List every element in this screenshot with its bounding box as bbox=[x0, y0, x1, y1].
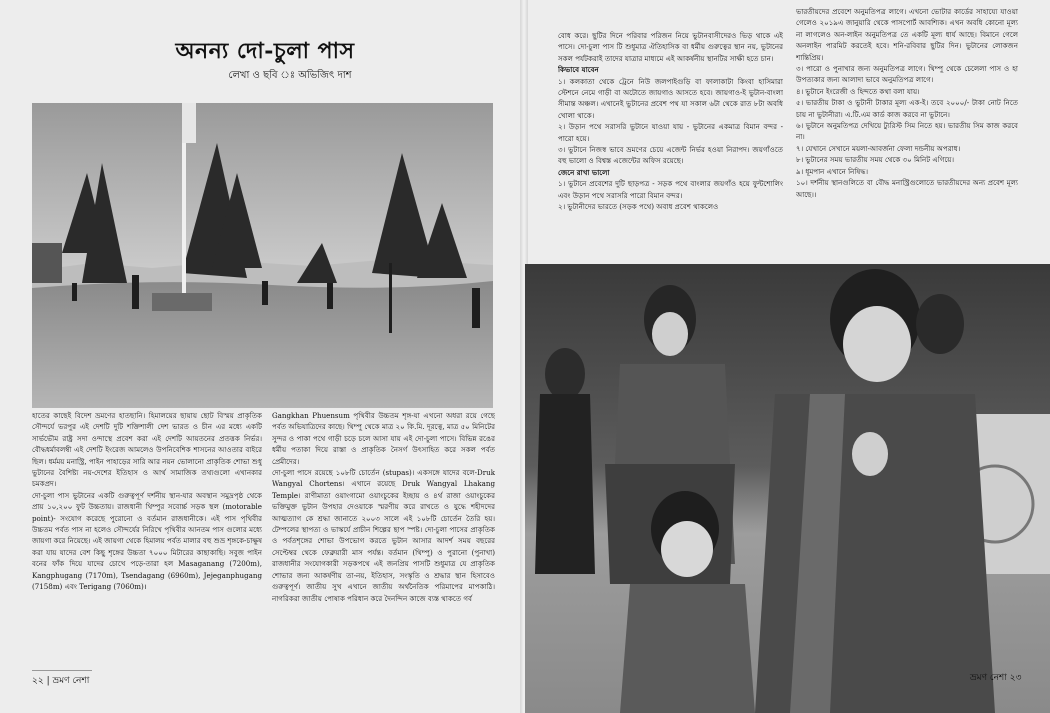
list-item: ৫। ভারতীয় টাকা ও ভুটানী টাকার মূল্য এক-ই। তবে ২০০০/- টাকা নোট নিতে চায় না ভুটানীরা। এ.টি.এম কার্ড কাজ করবে না ভুটানে। bbox=[796, 98, 1018, 119]
list-item: ৯। ধূমপান এখানে নিষিদ্ধ। bbox=[796, 166, 869, 176]
section-heading-how-to-go: কিভাবে যাবেন bbox=[558, 65, 599, 75]
column-1 bbox=[32, 410, 262, 662]
column-3 bbox=[558, 30, 783, 256]
paragraph: বোধ করে। ছুটির দিনে পরিবার পরিজন নিয়ে ভুটানবাসীদেরও ভিড় থাকে এই পাসে। দো-চুলা পাস টি শুধুমাত্র ঐতিহাসিক বা ধর্মীয় গুরুত্বের স্থান নয়, ভুটানের সকল পর্যটকরাই তাদের যাত্রার মাধ্যমে এই আকর্ষনীয় স্থানটির সাক্ষী হতে চান। bbox=[558, 31, 783, 63]
column-2 bbox=[272, 410, 495, 662]
list-item: ৬। ভুটানে অনুমতিপত্র দেখিয়ে ট্যুরিস্ট সিম নিতে হয়। ভারতীয় সিম কাজ করবে না। bbox=[796, 121, 1018, 142]
list-item: ২। ভুটানীদের ভারতে (সড়ক পথে) অবাধ প্রবেশ থাকলেও bbox=[558, 202, 719, 212]
paragraph: Gangkhan Phuensum পৃথিবীর উচ্চতম শৃঙ্গ-যা এখনো অধরা রয়ে গেছে পর্বত অভিযাত্রিদের কাছে। থিম্পু থেকে মাত্র ২০ কি.মি. দূরত্বে, মাত্র ৫০ মিনিটের সুন্দর ও পাকা পথে গাড়ী চড়ে চলে আসা যায় এই দো-চুলা পাসে। বিভিন্ন রঙের ধর্মীয় পতাকা দিয়ে রাস্তা ও প্রাকৃতিক নৈসর্গ উৎসাহিত করে সকল পর্বত প্রেমীদের। bbox=[272, 411, 495, 466]
list-item: ৩। পারো ও পুনাখার জন্য অনুমতিপত্র লাগে। থিম্পু থেকে চেলেলা পাস ও হা উপত্যকার জন্য আলাদা ভাবে অনুমতিপত্র লাগে। bbox=[796, 64, 1018, 85]
column-4 bbox=[796, 6, 1018, 254]
paragraph: ভারতীয়দের প্রবেশে অনুমতিপত্র লাগে। এখনো ভোটার কার্ডের সাহায্যে যাওয়া গেলেও ২০১৯এ জানুয়ারি থেকে পাসপোর্ট আবশ্যিক। এখন অবধি কোনো মূল্য না লাগলেও অন-লাইন অনুমতিপত্র তে একটি মূল্য ধার্য আছে। বিমানে গেলে অনলাইন পারমিট করতেই হবে। শনি-রবিবার ছুটির দিন। ভুটানের লোকজন শান্তিপ্রিয়। bbox=[796, 7, 1018, 62]
folio-left: ২২ | ভ্রমণ নেশা bbox=[32, 670, 92, 688]
list-item: ১। কলকাতা থেকে ট্রেনে নিউ জলপাইগুড়ি বা ফালাকাটা কিংবা হাসিমারা স্টেশনে নেমে গাড়ী বা অটোতে জায়গাও আসতে হবে। জায়গাও-ই ভুটান-বাংলা সীমান্ত অঞ্চল। এখানেই ভুটানের প্রবেশ পথ যা সকাল ৬টা থেকে রাত ৮টা অবধি খোলা থাকে। bbox=[558, 76, 783, 120]
people-photo bbox=[525, 264, 1050, 713]
article-byline: লেখা ও ছবি ঃ অভিজিৎ দাশ bbox=[228, 70, 352, 81]
list-item: ৪। ভুটানে ইংরেজী ও হিন্দতে কথা বলা যায়। bbox=[796, 86, 920, 96]
list-item: ২। উড়ান পথে সরাসরি ভুটানে যাওয়া যায় - ভুটানের একমাত্র বিমান বন্দর - পারো হয়ে। bbox=[558, 122, 783, 143]
landscape-photo bbox=[32, 103, 493, 408]
list-item: ৩। ভুটানে নিজস্ব ভাবে ভ্রমণের চেয়ে এজেন্ট নির্ভর হওয়া নিরাপদ। জয়গাঁওতে বহু ভালো ও বিশ্বস্ত এজেন্টের অফিস রয়েছে। bbox=[558, 145, 783, 166]
list-item: ৮। ভুটানের সময় ভারতীয় সময় থেকে ৩০ মিনিট এগিয়ে। bbox=[796, 155, 955, 165]
list-item: ৭। যেখানে সেখানে ময়লা-আবর্জনা ফেলা দন্ডনীয় অপরাধ। bbox=[796, 143, 961, 153]
folio-right: ভ্রমণ নেশা ২৩ bbox=[970, 673, 1022, 683]
article-title: অনন্য দো-চুলা পাস bbox=[175, 38, 355, 64]
paragraph: দো-চুলা পাস ভুটানের একটি গুরুত্বপূর্ণ দর্শনীয় স্থান-যার অবস্থান সমুদ্রপৃষ্ঠ থেকে প্রায় ১০,২০০ ফুট উচ্চতায়। রাজধানী থিম্পুর সবোর্চ্চ সড়ক স্থল (motorable point)- সংযোগ করেছে পুরোনো ও বর্তমান রাজধানীকে। এই পাস পৃথিবীর উচ্চতম পর্বত পাস না হলেও সৌন্দর্যের নিরিখে পৃথিবীর আনতম পাস গুলোর মধ্যে জায়গা করে নিয়েছে। এই জায়গা থেকে হিমালয় পর্বত মালার বহু শুভ্র শৃঙ্গকে-চাক্ষুষ করা যায় যাদের বেশ কিছু শৃঙ্গের উচ্চতা ৭০০০ মিটারের কাছাকাছি। সবুজ পাইন বনের ফাঁক দিয়ে যাদের চোখে পড়ে-তারা হল Masaganang (7200m), Kangphugang (7170m), Tsendagang (6960m), Jejeganphugang (7158m) এবং Terigang (7060m)। bbox=[32, 490, 262, 592]
paragraph: দো-চুলা পাসে রয়েছে ১০৮টি চোর্তেন (stupas)। একসঙ্গে যাদের বলে-Druk Wangyal Chortens। এখানে রয়েছে Druk Wangyal Lhakang Temple। রাণীমাতা ওয়াংগামো ওয়াংচুকের ইচ্ছায় ও ৪র্থ রাজা ওয়াংচুকের ভক্তিমুক্ত ভুটান উপহার দেওয়াকে স্মরণীয় করে রাখতে ও যুদ্ধে শহীদদের আত্মত্যাগ কে শ্রদ্ধা জানাতে ২০০৩ সালে এই ১০৮টি চোর্তেন তৈরি হয়। টেম্পলের স্থাপত্য ও ভাস্কর্যে প্রাচীন শিল্পের ছাপ স্পষ্ট। দো-চুলা পাসের প্রাকৃতিক ও পর্বতশৃঙ্গের শোভা উপভোগ করতে ভুটান আসার আদর্শ সময় বছরের সেপ্টেম্বর থেকে ফেব্রুয়ারী মাস পর্যন্ত। বর্তমান (থিম্পু) ও পুরানো (পুনাখা) রাজধানীর সংযোগকারী সড়কপথে এই জনপ্রিয় পাসটি শুধুমাত্র যে প্রাকৃতিক শোভার জন্য আকর্ষণীয় তা-নয়, ইতিহাস, সংস্কৃতি ও শ্রদ্ধার স্থান হিসাবেও গুরুত্বপূর্ণ। জাতীয় সুখ এখানে জাতীয় অর্থনৈতিক পরিমাপের মাপকাঠি। নাগরিকরা জাতীয় পোষাক পরিধান করে দৈনন্দিন কাজে ব্যস্ত থাকতে গর্ব bbox=[272, 468, 495, 603]
paragraph: হাতের কাছেই বিদেশ ভ্রমণের হাতছানি। হিমালয়ের ছায়ায় ছোট বিস্ময় প্রাকৃতিক সৌন্দর্যে ভরপুর এই দেশটি দুটি শক্তিশালী দেশ ভারত ও চীন এর মধ্যে একটি সার্ভভৌম রাষ্ট্র সদা ওন্দাস্থে প্রবেশ করা এই দেশটি আয়তনের প্রতত্তক নির্ভর। বৌদ্ধধর্মাবলম্বী এই দেশটি ইংরেজ আমলেও উপনিবেশিক শাসনের আওতার বাইরে ছিল। ধর্মময় মনাস্ট্রি, পাইন পাহাড়ের সারি আর নয়ন ভোলানো প্রাকৃতিক শোভা শুধু ভুটানের বৈশিষ্ট্য নয়-দেশের ইতিহাস ও আর্থ সামাজিক তথ্যগুলো এখানকার চমকপ্রদ। bbox=[32, 411, 262, 489]
list-item: ১। ভুটানে প্রবেশের দুটি ছাড়পত্র - সড়ক পথে বাংলার জয়গাঁও হয়ে ফুন্টশোলিং এবং উড়ান পথে সরাসরি পারো বিমান বন্দর। bbox=[558, 179, 783, 200]
section-heading-good-to-know: জেনে রাখা ভালো bbox=[558, 167, 610, 177]
list-item: ১০। দর্শনীয় স্থানগুলিতে বা বৌদ্ধ মনাস্ট্রিগুলোতে ভারতীয়দের অন্য প্রবেশ মূল্য আছে।। bbox=[796, 178, 1018, 199]
